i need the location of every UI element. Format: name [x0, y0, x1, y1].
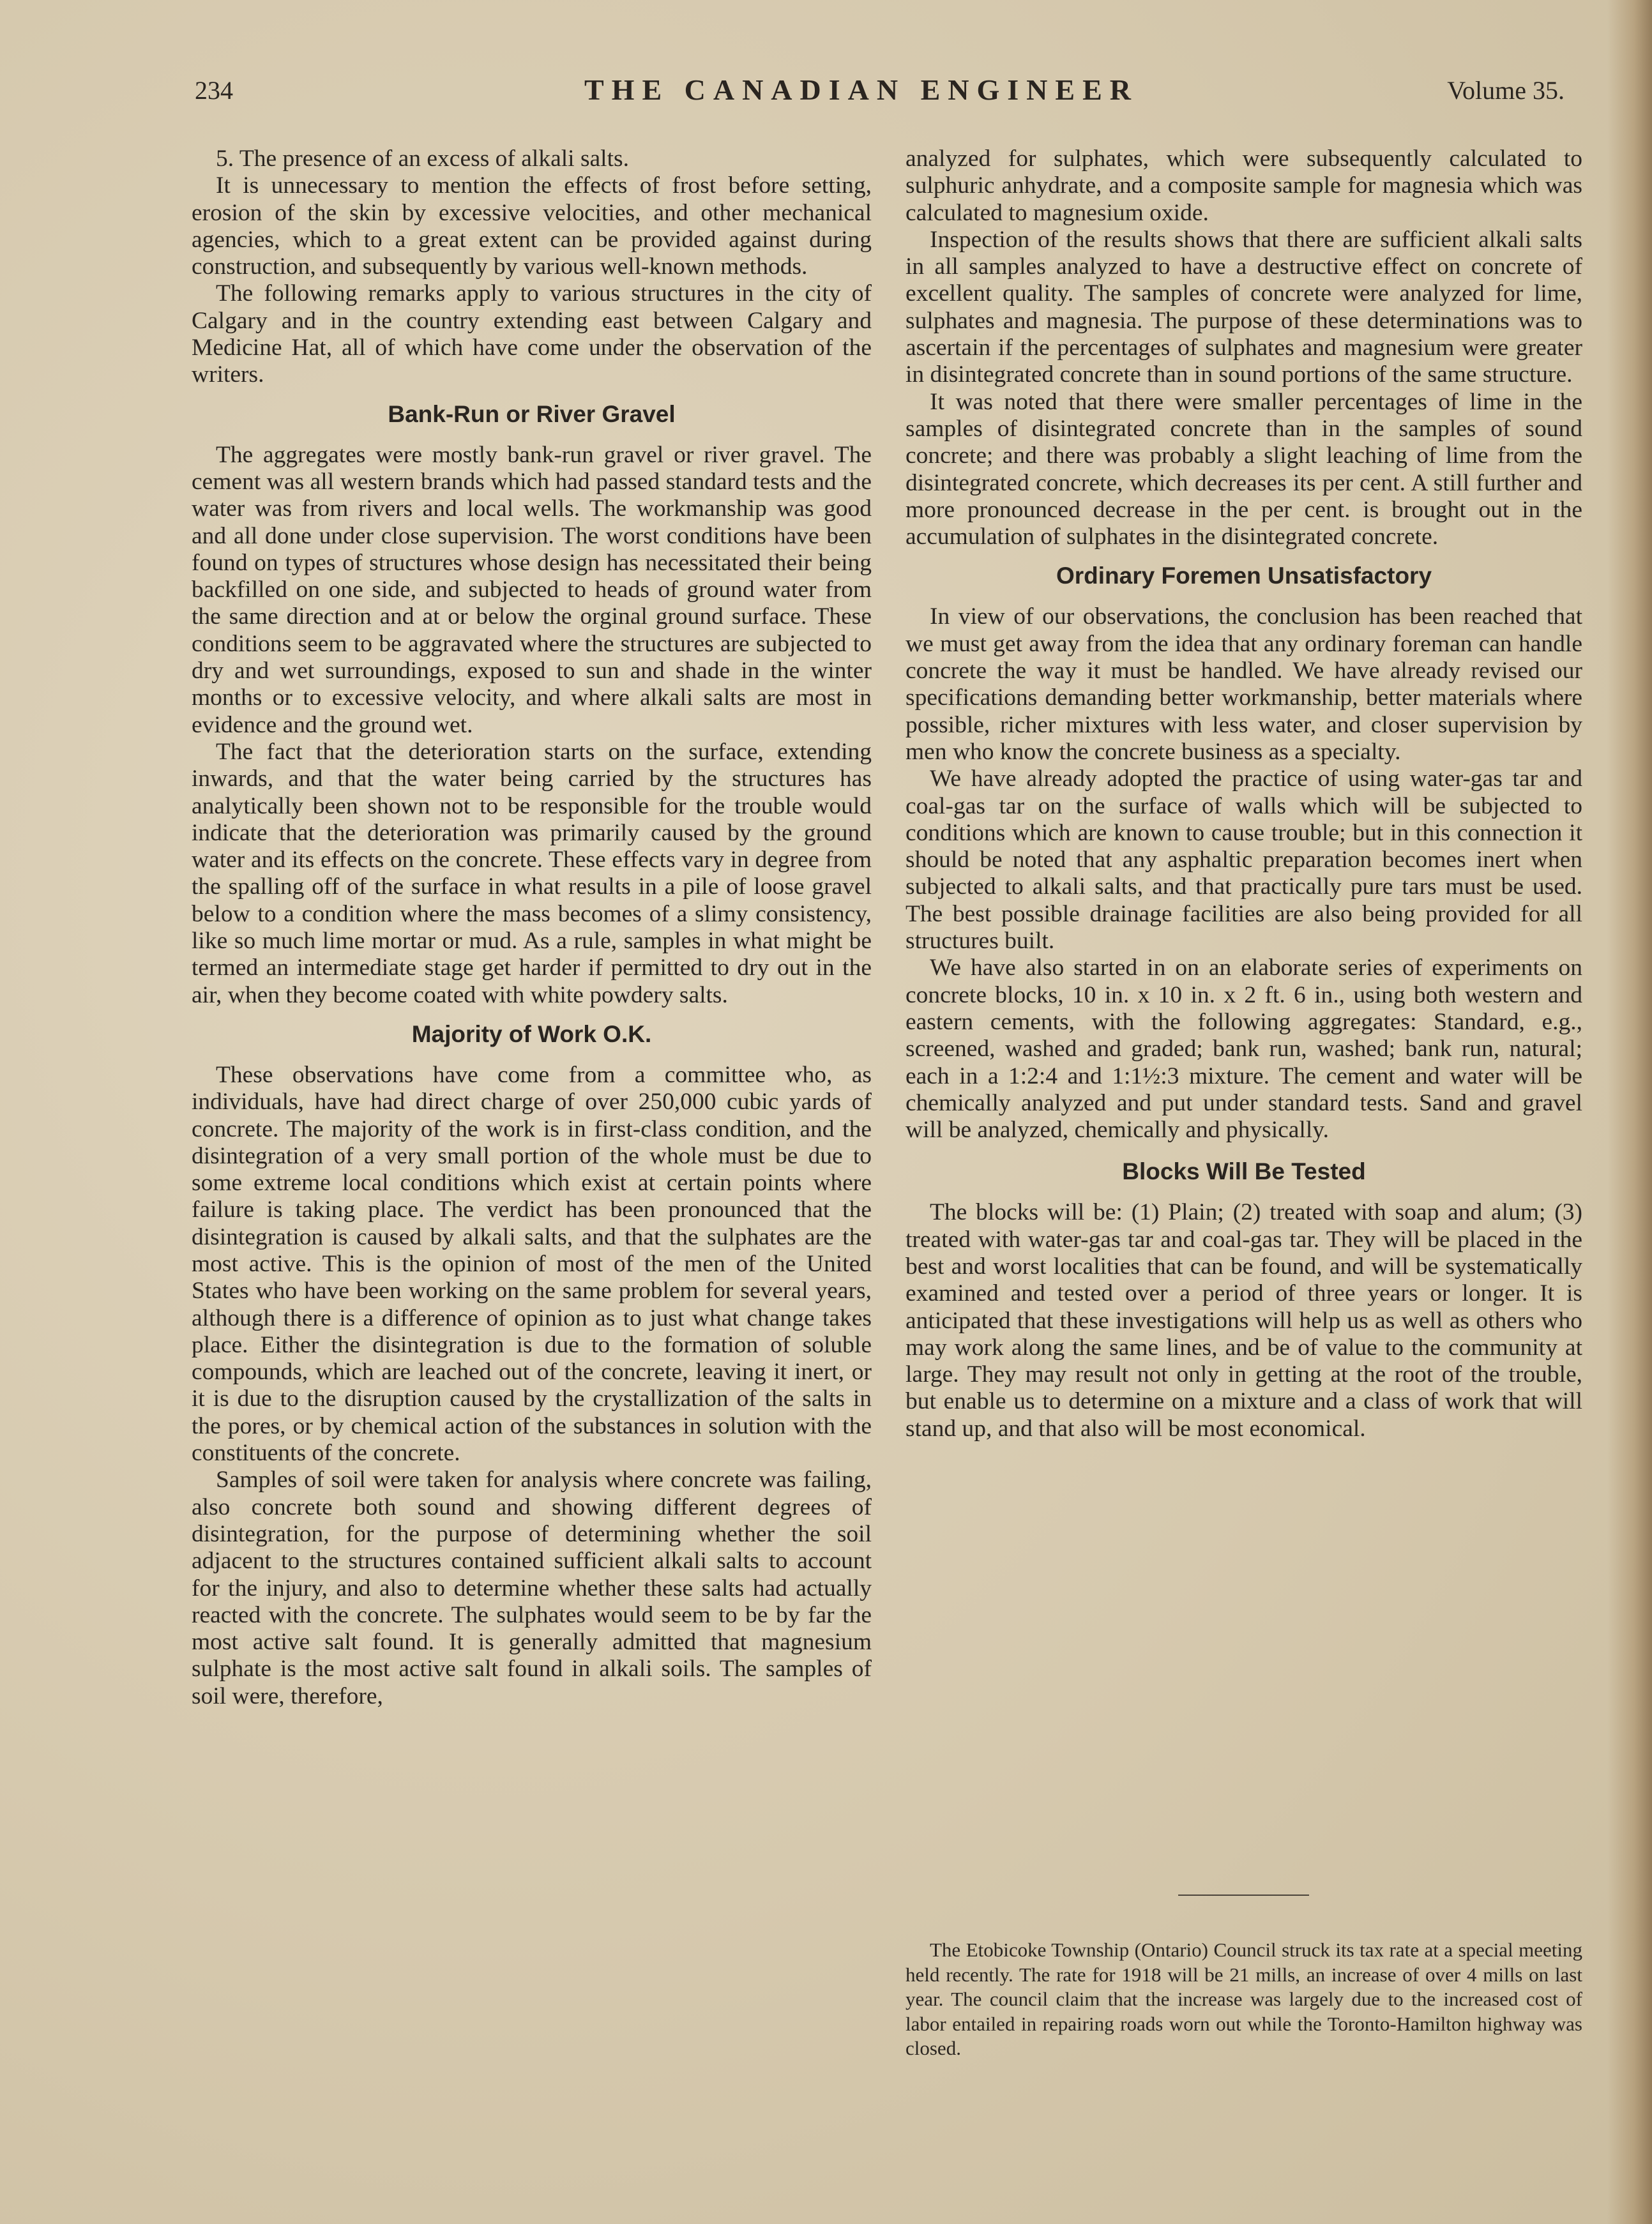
- paragraph: We have also started in on an elaborate series of experiments on concrete blocks, 10 in. x 10 in. x 2 ft. 6 in., using both western and eastern cements, with the following aggregates: Standard, e.g., screened, washed and graded; bank run, washed; bank run, natural; each in a 1:2:4 and 1:1½:3 mixture. The cement and water will be chemically analyzed and put under standard tests. Sand and gravel will be analyzed, chemically and physically.: [906, 955, 1582, 1144]
- section-divider: [1178, 1895, 1309, 1896]
- paragraph: It was noted that there were smaller percentages of lime in the samples of disintegrated concrete than in the samples of sound concrete; and there was probably a slight leaching of lime from the disintegrated concrete, which decreases its per cent. A still further and more pronounced decrease in the per cent. is brought out in the accumulation of sulphates in the disintegrated concrete.: [906, 388, 1582, 550]
- section-heading-foremen: Ordinary Foremen Unsatisfactory: [1056, 563, 1432, 589]
- paragraph: Inspection of the results shows that there are sufficient alkali salts in all samples analyzed to have a destructive effect on concrete of excellent quality. The samples of concrete were analyzed for lime, sulphates and magnesia. The purpose of these determinations was to ascertain if the percentages of sulphates and magnesium were greater in disintegrated concrete than in sound portions of the same structure.: [906, 226, 1582, 388]
- volume-label: Volume 35.: [1447, 76, 1565, 105]
- news-note: [906, 1938, 1582, 2061]
- paragraph: The blocks will be: (1) Plain; (2) treated with soap and alum; (3) treated with water-gas tar and coal-gas tar. They will be placed in the best and worst localities that can be found, and will be systematically examined and tested over a period of three years or longer. It is anticipated that these investigations will help us as well as others who may work along the same lines, and be of value to the community at large. They may result not only in getting at the root of the trouble, but enable us to determine on a mixture and a class of work that will stand up, and that also will be most economical.: [906, 1199, 1582, 1442]
- paragraph: These observations have come from a committee who, as individuals, have had direct charge of over 250,000 cubic yards of concrete. The majority of the work is in first-class condition, and the disintegration of a very small portion of the whole must be due to some extreme local conditions which exist at certain points where failure is taking place. The verdict has been pronounced that the disintegration is caused by alkali salts, and that the sulphates are the most active. This is the opinion of most of the men of the United States who have been working on the same problem for several years, although there is a difference of opinion as to just what change takes place. Either the disintegration is due to the formation of soluble compounds, which are leached out of the concrete, leaving it inert, or it is due to the disruption caused by the crystallization of the salts in the pores, or by chemical action of the substances in solution with the constituents of the concrete.: [192, 1061, 872, 1467]
- journal-title: THE CANADIAN ENGINEER: [584, 73, 1139, 106]
- section-heading-majority: Majority of Work O.K.: [411, 1020, 652, 1047]
- paragraph: analyzed for sulphates, which were subsequently calculated to sulphuric anhydrate, and a composite sample for magnesia which was calculated to magnesium oxide.: [906, 146, 1582, 226]
- paragraph: In view of our observations, the conclusion has been reached that we must get away from the idea that any ordinary foreman can handle concrete the way it must be handled. We have already revised our specifications demanding better workmanship, better materials where possible, richer mixtures with less water, and closer supervision by men who know the concrete business as a specialty.: [906, 603, 1582, 765]
- paragraph: The fact that the deterioration starts on the surface, extending inwards, and that the water being carried by the structures has analytically been shown not to be responsible for the trouble would indicate that the deterioration was primarily caused by the ground water and its effects on the concrete. These effects vary in degree from the spalling off of the surface in what results in a pile of loose gravel below to a condition where the mass becomes of a slimy consistency, like so much lime mortar or mud. As a rule, samples in what might be termed an intermediate stage get harder if permitted to dry out in the air, when they become coated with white powdery salts.: [192, 738, 872, 1008]
- page-edge-shadow: [1607, 0, 1652, 2224]
- page-number: 234: [195, 76, 233, 105]
- paragraph: We have already adopted the practice of using water-gas tar and coal-gas tar on the surface of walls which will be subjected to conditions which are known to cause trouble; but in this connection it should be noted that any asphaltic preparation becomes inert when subjected to alkali salts, and that practically pure tars must be used. The best possible drainage facilities are also being provided for all structures built.: [906, 766, 1582, 955]
- paragraph: Samples of soil were taken for analysis where concrete was failing, also concrete both sound and showing different degrees of disintegration, for the purpose of determining whether the soil adjacent to the structures contained sufficient alkali salts to account for the injury, and also to determine whether these salts had actually reacted with the concrete. The sulphates would seem to be by far the most active salt found. It is generally admitted that magnesium sulphate is the most active salt found in alkali soils. The samples of soil were, therefore,: [192, 1467, 872, 1709]
- paragraph: It is unnecessary to mention the effects of frost before setting, erosion of the skin by excessive velocities, and other mechanical agencies, which to a great extent can be provided against during construction, and subsequently by various well-known methods.: [192, 172, 872, 280]
- section-heading-bank-run: Bank-Run or River Gravel: [388, 400, 676, 427]
- left-column: [192, 146, 872, 1710]
- news-note-text: The Etobicoke Township (Ontario) Council struck its tax rate at a special meeting held recently. The rate for 1918 will be 21 mills, an increase of over 4 mills on last year. The council claim that the increase was largely due to the increased cost of labor entailed in repairing roads worn out while the Toronto-Hamilton highway was closed.: [906, 1939, 1582, 2059]
- page-header: [195, 75, 1565, 114]
- paragraph: The aggregates were mostly bank-run gravel or river gravel. The cement was all western brands which had passed standard tests and the water was from rivers and local wells. The workmanship was good and all done under close supervision. The worst conditions have been found on types of structures whose design has necessitated their being backfilled on one side, and subjected to heads of ground water from the same direction and at or below the orginal ground surface. These conditions seem to be aggravated where the structures are subjected to dry and wet surroundings, exposed to sun and shade in the winter months or to excessive velocity, and where alkali salts are most in evidence and the ground wet.: [192, 441, 872, 738]
- paragraph: 5. The presence of an excess of alkali salts.: [216, 146, 629, 172]
- section-heading-blocks: Blocks Will Be Tested: [1122, 1158, 1366, 1185]
- paragraph: The following remarks apply to various structures in the city of Calgary and in the country extending east between Calgary and Medicine Hat, all of which have come under the observation of the writers.: [192, 280, 872, 388]
- right-column: [906, 146, 1582, 1442]
